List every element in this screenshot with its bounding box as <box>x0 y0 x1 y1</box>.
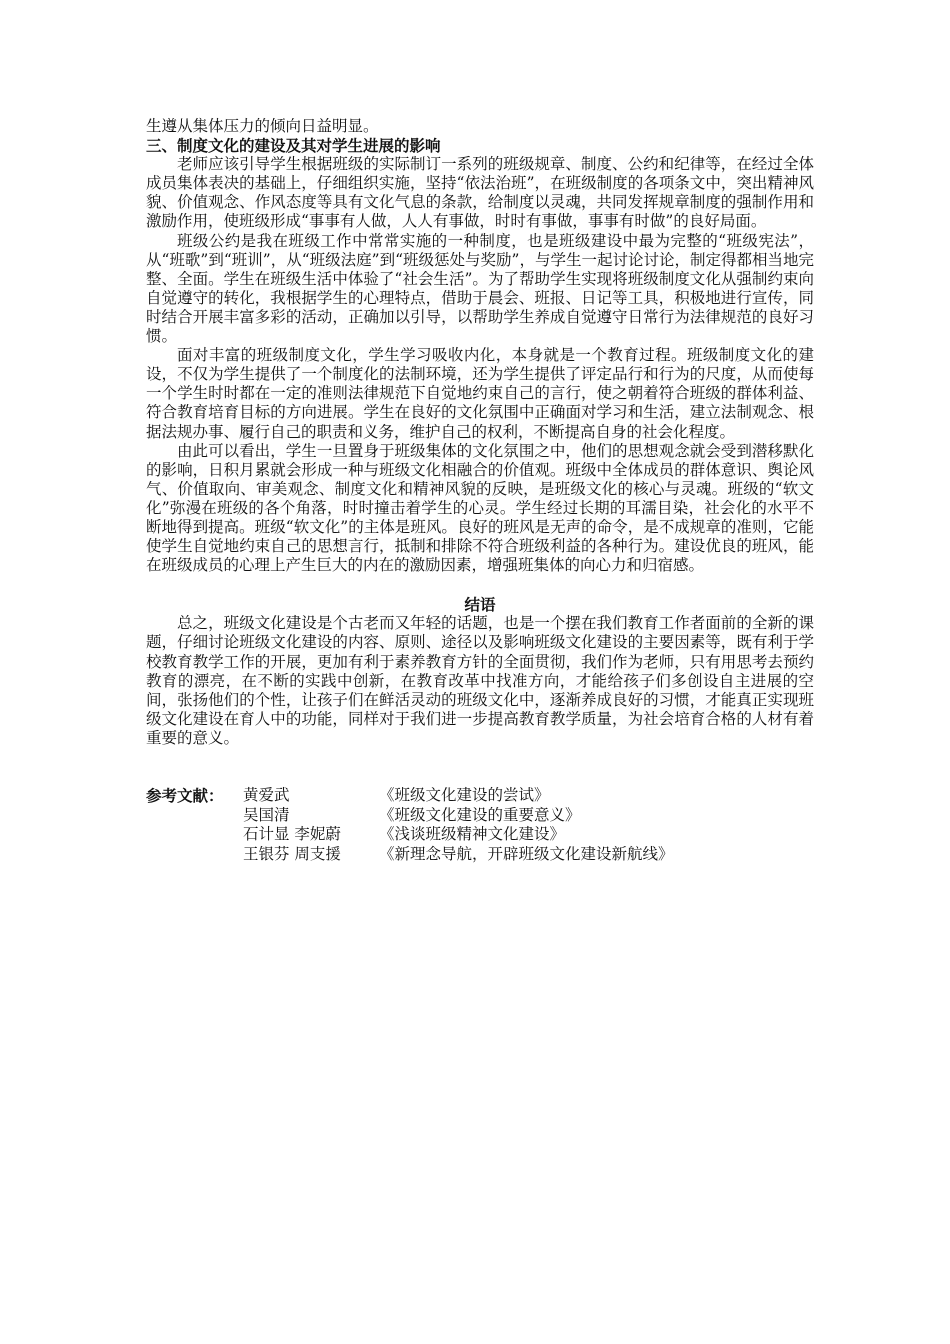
spacer <box>146 748 814 786</box>
lead-fragment: 生遵从集体压力的倾向日益明显。 <box>146 117 379 135</box>
conclusion-heading: 结语 <box>464 595 496 615</box>
reference-title: 《新理念导航，开辟班级文化建设新航线》 <box>379 844 674 863</box>
reference-author: 黄爱武 <box>243 786 290 804</box>
reference-author: 石计显 李妮蔚 <box>243 825 341 843</box>
spacer <box>146 575 814 595</box>
body-paragraph: 班级公约是我在班级工作中常常实施的一种制度，也是班级建设中最为完整的“班级宪法”，从“班歌”到“班训”，从“班级法庭”到“班级惩处与奖励”，与学生一起讨论讨论，制定得都相当地完整、全面。学生在班级生活中体验了“社会生活”。为了帮助学生实现将班级制度文化从强制约束向自觉遵守的转化，我根据学生的心理特点，借助于晨会、班报、日记等工具，积极地进行宣传，同时结合开展丰富多彩的活动，正确加以引导，以帮助学生养成自觉遵守日常行为法律规范的良好习惯。 <box>146 231 814 346</box>
references-label: 参考文献： <box>146 786 224 805</box>
body-paragraph: 面对丰富的班级制度文化，学生学习吸收内化，本身就是一个教育过程。班级制度文化的建设，不仅为学生提供了一个制度化的法制环境，还为学生提供了评定品行和行为的尺度，从而使每一个学生时时都在一定的准则法律规范下自觉地约束自己的言行，使之朝着符合班级的群体利益、符合教育培育目标的方向进展。学生在良好的文化氛围中正确面对学习和生活，建立法制观念、根据法规办事、履行自己的职责和义务，维护自己的权利，不断提高自身的社会化程度。 <box>146 346 814 441</box>
reference-title: 《浅谈班级精神文化建设》 <box>379 825 566 843</box>
references-list <box>146 786 814 864</box>
reference-title: 《班级文化建设的重要意义》 <box>379 805 581 824</box>
reference-title: 《班级文化建设的尝试》 <box>379 786 550 804</box>
document-page <box>146 117 814 864</box>
body-paragraph: 老师应该引导学生根据班级的实际制订一系列的班级规章、制度、公约和纪律等，在经过全体成员集体表决的基础上，仔细组织实施，坚持“依法治班”，在班级制度的各项条文中，突出精神风貌、价值观念、作风态度等具有文化气息的条款，给制度以灵魂，共同发挥规章制度的强制作用和激励作用，使班级形成“事事有人做，人人有事做，时时有事做，事事有时做”的良好局面。 <box>146 155 814 231</box>
reference-author: 吴国清 <box>243 805 290 824</box>
conclusion-paragraph: 总之，班级文化建设是个古老而又年轻的话题，也是一个摆在我们教育工作者面前的全新的课题，仔细讨论班级文化建设的内容、原则、途径以及影响班级文化建设的主要因素等，既有利于学校教育教学工作的开展，更加有利于素养教育方针的全面贯彻，我们作为老师，只有用思考去预约教育的漂亮，在不断的实践中创新，在教育改革中找准方向，才能给孩子们多创设自主进展的空间，张扬他们的个性，让孩子们在鲜活灵动的班级文化中，逐渐养成良好的习惯，才能真正实现班级文化建设在育人中的功能，同样对于我们进一步提高教育教学质量，为社会培育合格的人材有着重要的意义。 <box>146 614 814 747</box>
section-heading: 三、制度文化的建设及其对学生进展的影响 <box>146 136 441 156</box>
reference-author: 王银芬 周支援 <box>243 844 341 863</box>
body-paragraph: 由此可以看出，学生一旦置身于班级集体的文化氛围之中，他们的思想观念就会受到潜移默化的影响，日积月累就会形成一种与班级文化相融合的价值观。班级中全体成员的群体意识、舆论风气、价值取向、审美观念、制度文化和精神风貌的反映，是班级文化的核心与灵魂。班级的“软文化”弥漫在班级的各个角落，时时撞击着学生的心灵。学生经过长期的耳濡目染，社会化的水平不断地得到提高。班级“软文化”的主体是班风。良好的班风是无声的命令，是不成规章的准则，它能使学生自觉地约束自己的思想言行，抵制和排除不符合班级利益的各种行为。建设优良的班风，能在班级成员的心理上产生巨大的内在的激励因素，增强班集体的向心力和归宿感。 <box>146 441 814 575</box>
